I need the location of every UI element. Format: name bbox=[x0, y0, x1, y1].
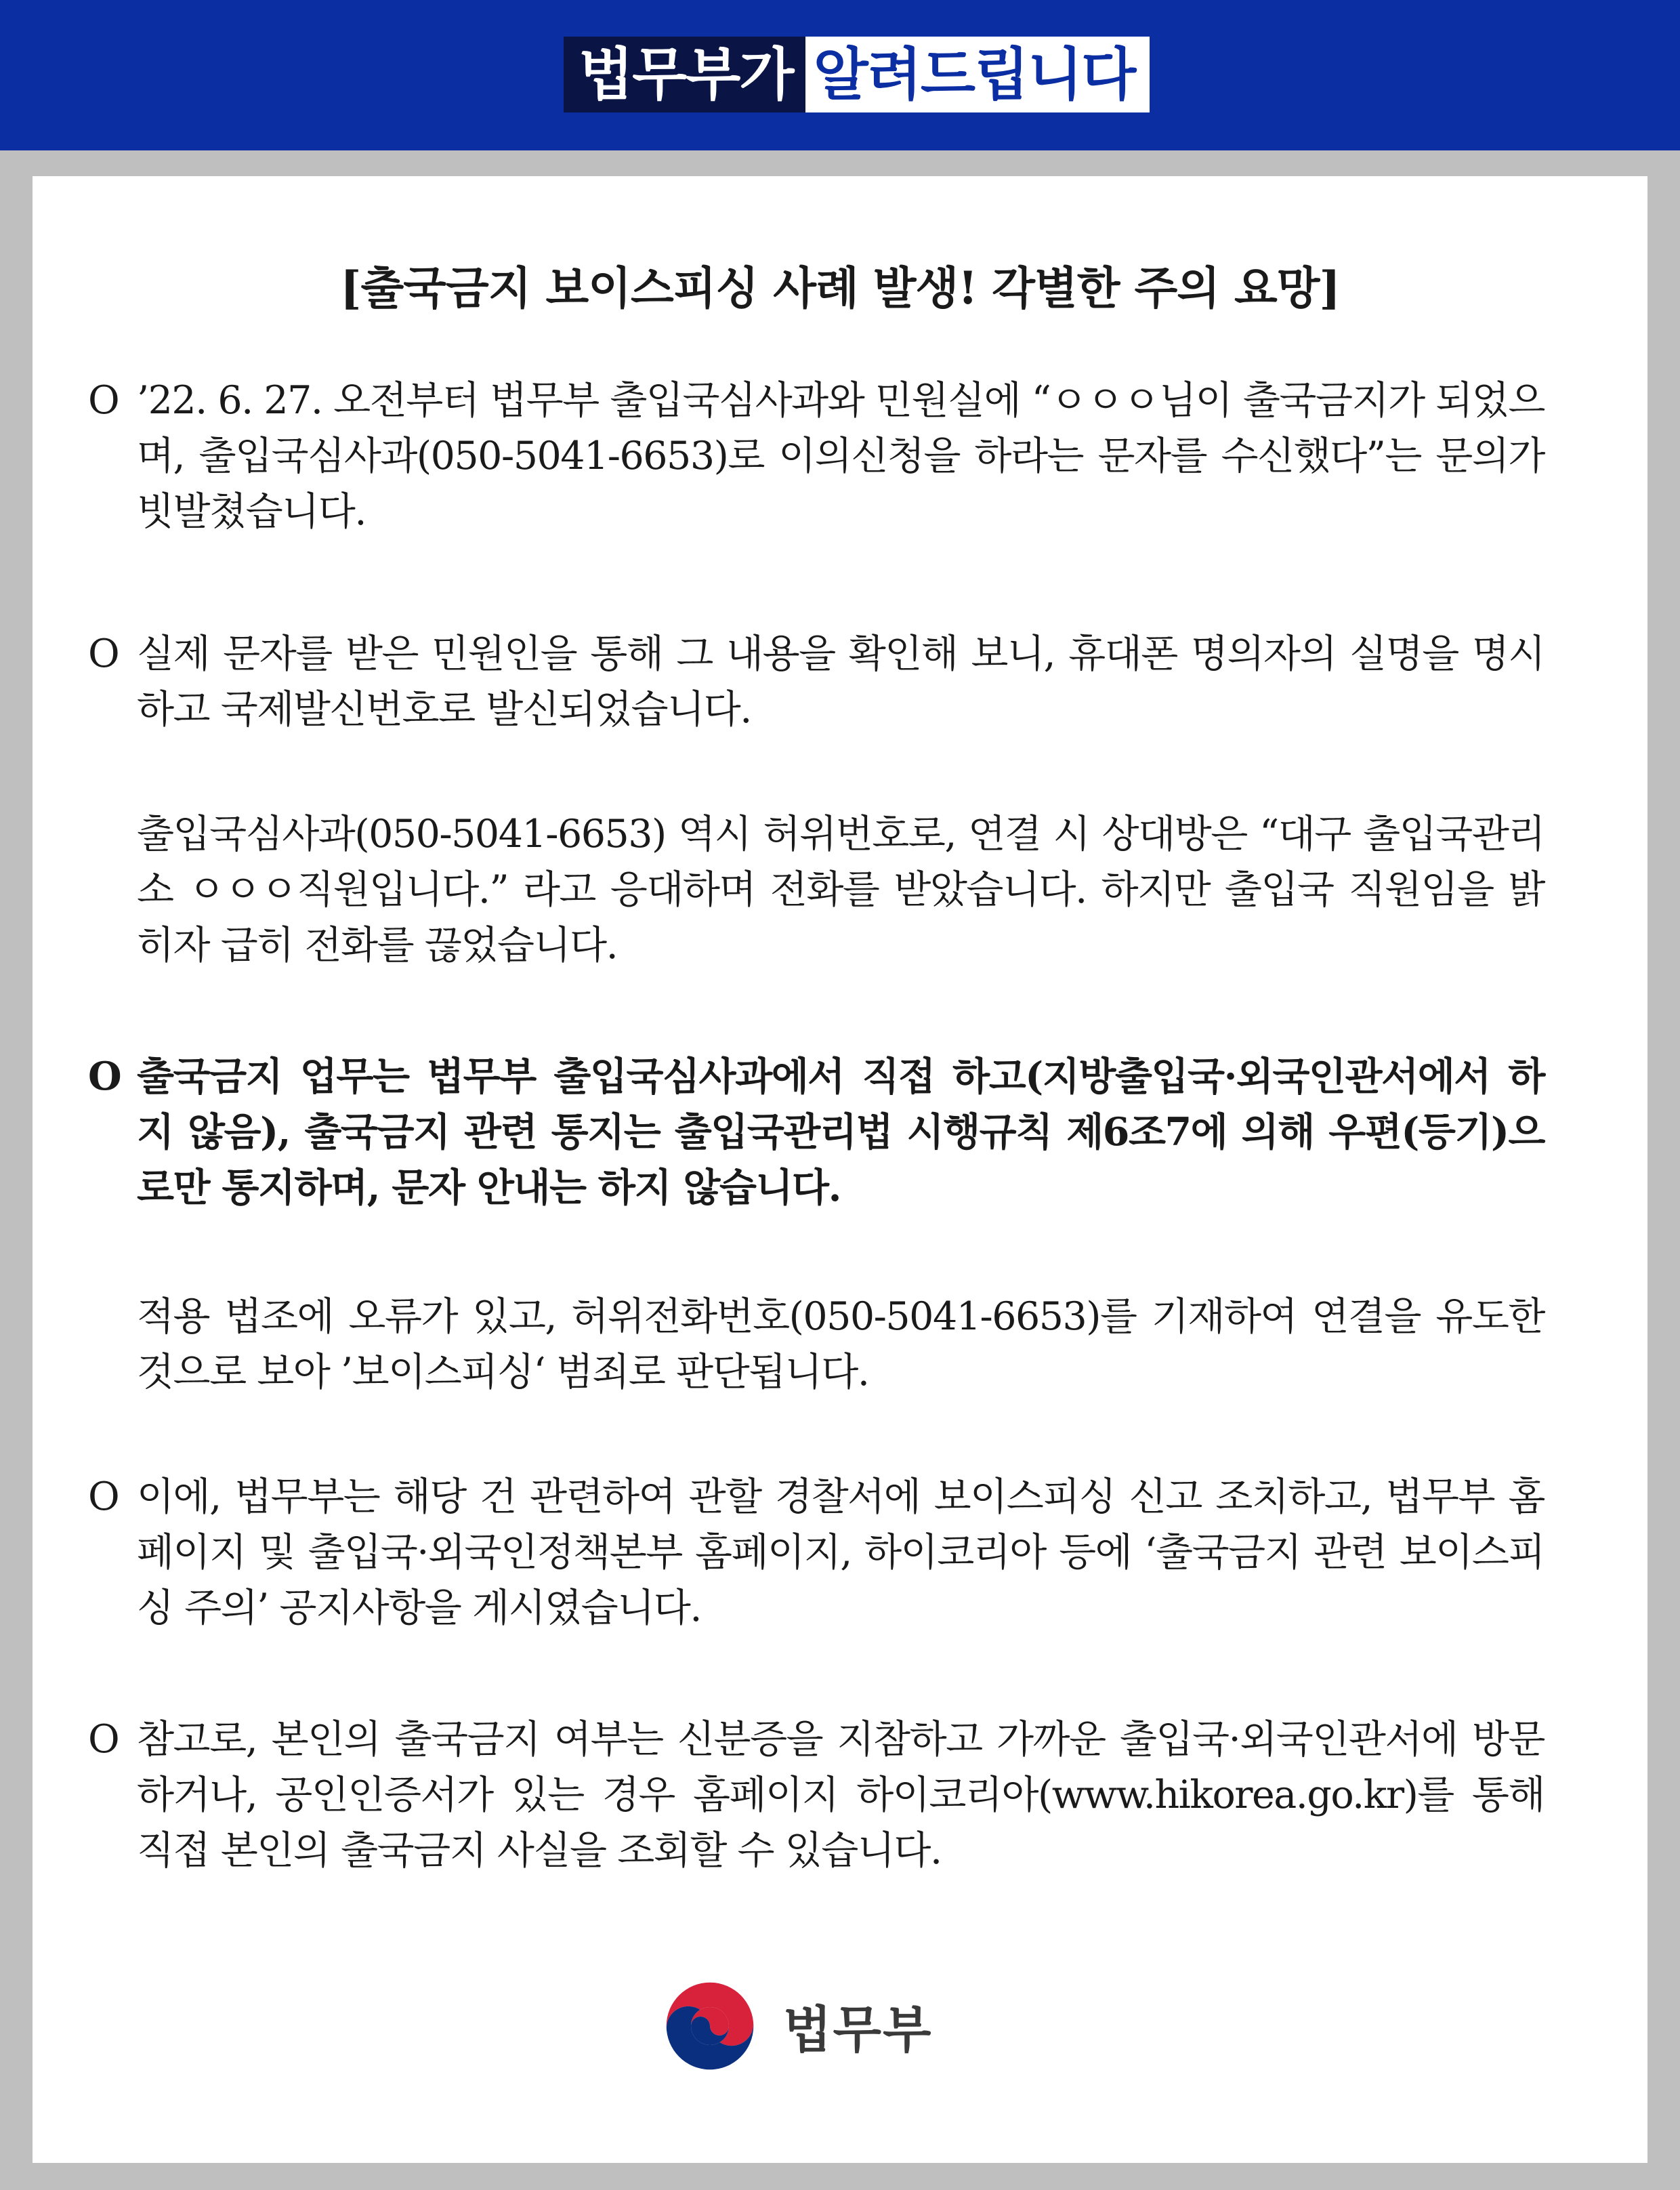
bullet-marker: O bbox=[88, 1717, 119, 1762]
notice-paragraph-4 bbox=[88, 1469, 1545, 1636]
notice-paragraph-3-continued bbox=[88, 1289, 1545, 1400]
taegeuk-emblem-icon bbox=[656, 1972, 764, 2080]
footer-org-name: 법무부 bbox=[783, 2001, 933, 2059]
paragraph-text: 출입국심사과(050-5041-6653) 역시 허위번호로, 연결 시 상대방은 “대구 출입국관리소 ㅇㅇㅇ직원입니다.” 라고 응대하며 전화를 받았습니다. 하지만 출입국 직원임을 밝히자 급히 전화를 끊었습니다. bbox=[137, 812, 1545, 968]
notice-paragraph-5 bbox=[88, 1712, 1545, 1878]
bullet-marker: O bbox=[88, 378, 119, 423]
paragraph-text: 이에, 법무부는 해당 건 관련하여 관할 경찰서에 보이스피싱 신고 조치하고, 법무부 홈페이지 및 출입국·외국인정책본부 홈페이지, 하이코리아 등에 ‘출국금지 관련 보이스피싱 주의’ 공지사항을 게시였습니다. bbox=[137, 1474, 1545, 1630]
header-title bbox=[564, 37, 1150, 112]
bullet-marker: O bbox=[88, 1474, 119, 1519]
paragraph-text: 실제 문자를 받은 민원인을 통해 그 내용을 확인해 보니, 휴대폰 명의자의 실명을 명시하고 국제발신번호로 발신되었습니다. bbox=[137, 632, 1545, 732]
header-title-part1: 법무부가 bbox=[564, 37, 805, 112]
header-banner bbox=[0, 0, 1680, 150]
notice-title: [출국금지 보이스피싱 사례 발생! 각별한 주의 요망] bbox=[340, 262, 1340, 314]
bullet-marker: O bbox=[88, 1054, 121, 1099]
header-title-part2: 알려드립니다 bbox=[805, 37, 1150, 112]
notice-paragraph-1 bbox=[88, 373, 1545, 539]
paragraph-text: 참고로, 본인의 출국금지 여부는 신분증을 지참하고 가까운 출입국·외국인관서에 방문하거나, 공인인증서가 있는 경우 홈페이지 하이코리아(www.hikorea.go.kr)를 통해 직접 본인의 출국금지 사실을 조회할 수 있습니다. bbox=[137, 1717, 1545, 1873]
paragraph-text: 출국금지 업무는 법무부 출입국심사과에서 직접 하고(지방출입국·외국인관서에서 하지 않음), 출국금지 관련 통지는 출입국관리법 시행규칙 제6조7에 의해 우편(등기)으로만 통지하며, 문자 안내는 하지 않습니다. bbox=[137, 1054, 1545, 1210]
notice-paragraph-3 bbox=[88, 1049, 1545, 1216]
footer-logo bbox=[656, 1972, 932, 2080]
notice-paragraph-2 bbox=[88, 626, 1545, 737]
paragraph-text: 적용 법조에 오류가 있고, 허위전화번호(050-5041-6653)를 기재하여 연결을 유도한 것으로 보아 ’보이스피싱‘ 범죄로 판단됩니다. bbox=[137, 1294, 1545, 1394]
notice-panel bbox=[33, 176, 1647, 2163]
bullet-marker: O bbox=[88, 632, 119, 676]
notice-paragraph-2-continued bbox=[88, 806, 1545, 973]
paragraph-text: ’22. 6. 27. 오전부터 법무부 출입국심사과와 민원실에 “ㅇㅇㅇ님이 출국금지가 되었으며, 출입국심사과(050-5041-6653)로 이의신청을 하라는 문자를 수신했다”는 문의가 빗발쳤습니다. bbox=[137, 378, 1545, 534]
